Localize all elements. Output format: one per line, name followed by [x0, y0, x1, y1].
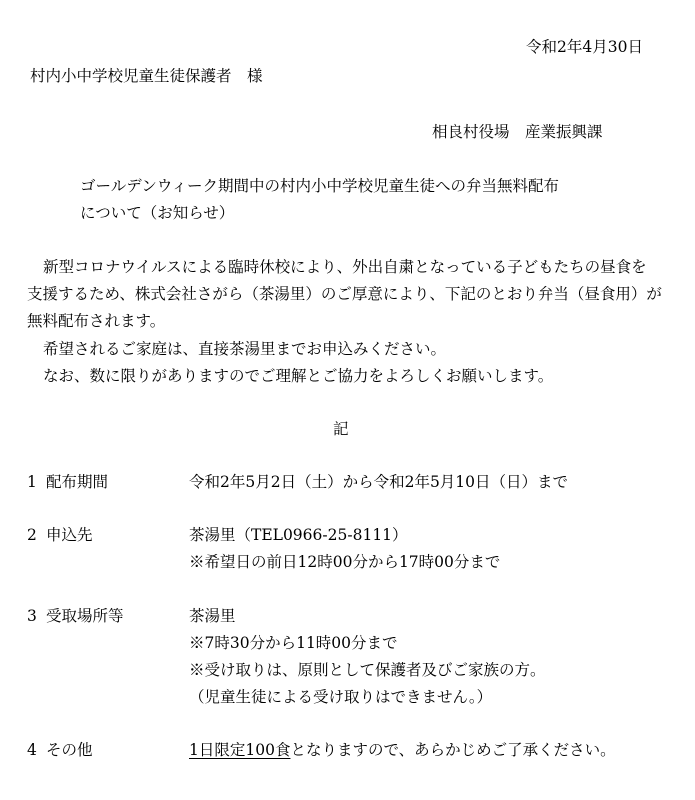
item-1-line-1: 令和2年5月2日（土）から令和2年5月10日（日）まで	[189, 473, 569, 491]
item-1-label: 配布期間	[46, 473, 109, 491]
recipient-line: 村内小中学校児童生徒保護者 様	[30, 67, 263, 85]
item-4-rest-text: となりますので、あらかじめご了承ください。	[290, 741, 616, 759]
item-4-text	[189, 741, 616, 760]
ki-heading: 記	[333, 420, 349, 438]
document-date: 令和2年4月30日	[526, 38, 643, 56]
item-4-underlined-text: 1日限定100食	[189, 741, 291, 759]
item-3-line-3: ※受け取りは、原則として保護者及びご家族の方。	[189, 661, 546, 679]
item-3-label: 受取場所等	[46, 607, 124, 625]
item-2-line-1: 茶湯里（TEL0966-25-8111）	[189, 526, 408, 544]
item-3-line-1: 茶湯里	[189, 607, 236, 625]
item-2-label: 申込先	[46, 526, 93, 544]
body-paragraph-2: 希望されるご家庭は、直接茶湯里までお申込みください。	[43, 340, 447, 358]
body-paragraph-3: なお、数に限りがありますのでご理解とご協力をよろしくお願いします。	[43, 367, 554, 385]
sender-line: 相良村役場 産業振興課	[432, 123, 603, 141]
item-3-line-2: ※7時30分から11時00分まで	[189, 634, 398, 652]
item-2-line-2: ※希望日の前日12時00分から17時00分まで	[189, 553, 501, 571]
notice-title-line-2: について（お知らせ）	[80, 204, 235, 222]
item-1-number: 1	[27, 473, 37, 491]
item-3-number: 3	[27, 607, 37, 625]
item-3-line-4: （児童生徒による受け取りはできません。）	[189, 688, 493, 706]
notice-title-line-1: ゴールデンウィーク期間中の村内小中学校児童生徒への弁当無料配布	[80, 177, 559, 195]
item-4-label: その他	[46, 741, 93, 759]
item-4-number: 4	[27, 741, 37, 759]
item-2-number: 2	[27, 526, 37, 544]
body-paragraph-1-line-2: 支援するため、株式会社さがら（茶湯里）のご厚意により、下記のとおり弁当（昼食用）が	[27, 285, 662, 303]
body-paragraph-1-line-1: 新型コロナウイルスによる臨時休校により、外出自粛となっている子どもたちの昼食を	[43, 258, 647, 276]
body-paragraph-1-line-3: 無料配布されます。	[27, 312, 166, 330]
